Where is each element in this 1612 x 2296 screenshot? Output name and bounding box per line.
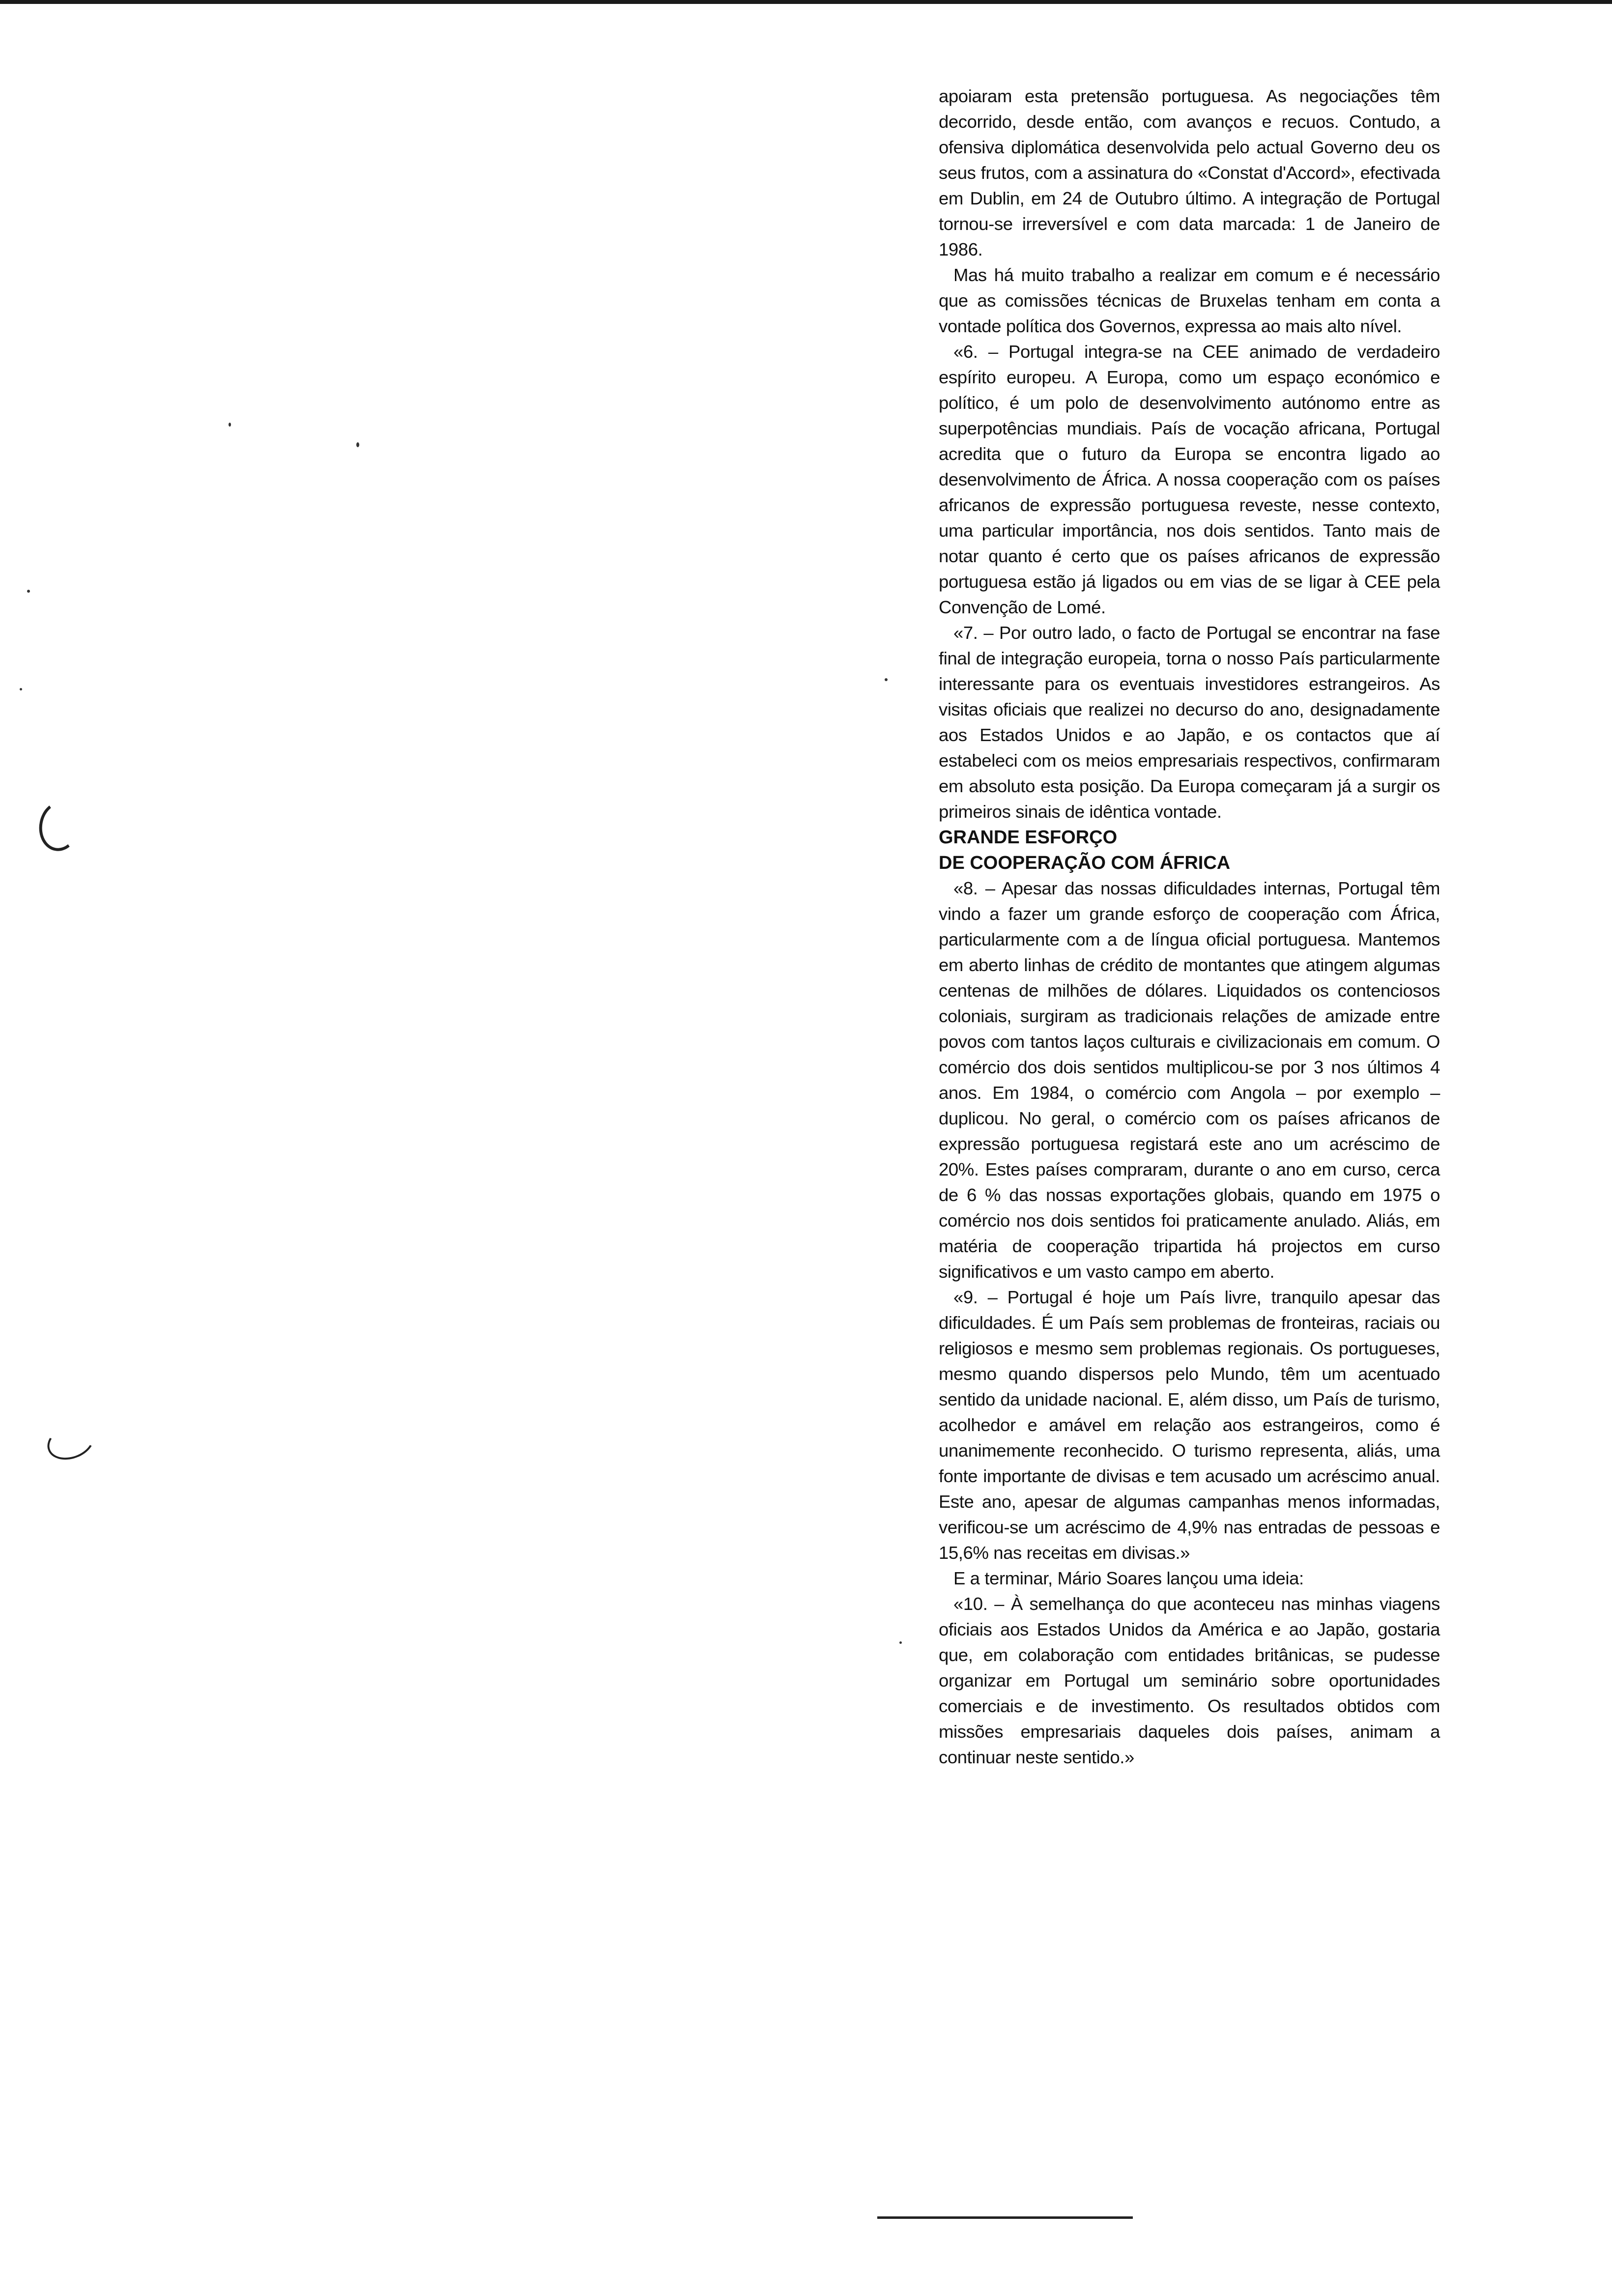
scan-speck — [899, 1641, 902, 1644]
paragraph-point-6: «6. – Portugal integra-se na CEE animado de verdadeiro espírito europeu. A Europa, como um espaço económico e político, é um polo de desenvolvimento autónomo entre as superpotências mundiais. País de vocação africana, Portugal acredita que o futuro da Europa se encontra ligado ao desenvolvimento de África. A nossa cooperação com os países africanos de expressão portuguesa reveste, nesse contexto, uma particular importância, nos dois sentidos. Tanto mais de notar quanto é certo que os países africanos de expressão portuguesa estão já ligados ou em vias de se ligar à CEE pela Convenção de Lomé. — [939, 342, 1440, 617]
scan-speck — [885, 678, 888, 681]
paragraph-conclusion-intro: E a terminar, Mário Soares lançou uma ideia: — [953, 1568, 1304, 1588]
scan-speck — [20, 688, 22, 690]
scan-speck — [356, 442, 359, 447]
scan-speck — [229, 423, 231, 427]
paragraph-point-10: «10. – À semelhança do que aconteceu nas minhas viagens oficiais aos Estados Unidos da América e ao Japão, gostaria que, em colaboração com entidades britânicas, se pudesse organizar em Portugal um seminário sobre oportunidades comerciais e de investimento. Os resultados obtidos com missões empresariais daqueles dois países, animam a continuar neste sentido.» — [939, 1594, 1440, 1767]
paragraph-point-7: «7. – Por outro lado, o facto de Portugal se encontrar na fase final de integração europeia, torna o nosso País particularmente interessante para os eventuais investidores estrangeiros. As visitas oficiais que realizei no decurso do ano, designadamente aos Estados Unidos e ao Japão, e os contactos que aí estabeleci com os meios empresariais respectivos, confirmaram em absoluto esta posição. Da Europa começaram já a surgir os primeiros sinais de idêntica vontade. — [939, 623, 1440, 822]
paragraph-point-9: «9. – Portugal é hoje um País livre, tranquilo apesar das dificuldades. É um País sem problemas de fronteiras, raciais ou religiosos e mesmo sem problemas regionais. Os portugueses, mesmo quando dispersos pelo Mundo, têm um acentuado sentido da unidade nacional. E, além disso, um País de turismo, acolhedor e amável em relação aos estrangeiros, como é unanimemente reconhecido. O turismo representa, aliás, uma fonte importante de divisas e tem acusado um acréscimo anual. Este ano, apesar de algumas campanhas menos informadas, verificou-se um acréscimo de 4,9% nas entradas de pessoas e 15,6% nas receitas em divisas.» — [939, 1287, 1440, 1563]
paragraph-commissions: Mas há muito trabalho a realizar em comum e é necessário que as comissões técnicas de Bruxelas tenham em conta a vontade política dos Governos, expressa ao mais alto nível. — [939, 265, 1440, 336]
scan-artifact-curve-1 — [35, 798, 84, 855]
article-column — [939, 84, 1440, 1770]
scan-artifact-curve-2 — [42, 1418, 99, 1465]
section-heading-line-1: GRANDE ESFORÇO — [939, 827, 1118, 848]
bottom-rule — [877, 2216, 1133, 2219]
top-border-rule — [0, 0, 1612, 4]
paragraph-point-8: «8. – Apesar das nossas dificuldades internas, Portugal têm vindo a fazer um grande esforço de cooperação com África, particularmente com a de língua oficial portuguesa. Mantemos em aberto linhas de crédito de montantes que atingem algumas centenas de milhões de dólares. Liquidados os contenciosos coloniais, surgiram as tradicionais relações de amizade entre povos com tantos laços culturais e civilizacionais em comum. O comércio dos dois sentidos multiplicou-se por 3 nos últimos 4 anos. Em 1984, o comércio com Angola – por exemplo – duplicou. No geral, o comércio com os países africanos de expressão portuguesa registará este ano um acréscimo de 20%. Estes países compraram, durante o ano em curso, cerca de 6 % das nossas exportações globais, quando em 1975 o comércio nos dois sentidos foi praticamente anulado. Aliás, em matéria de cooperação tripartida há projectos em curso significativos e um vasto campo em aberto. — [939, 878, 1440, 1282]
scan-speck — [27, 590, 30, 593]
paragraph-intro: apoiaram esta pretensão portuguesa. As negociações têm decorrido, desde então, com avanços e recuos. Contudo, a ofensiva diplomática desenvolvida pelo actual Governo deu os seus frutos, com a assinatura do «Constat d'Accord», efectivada em Dublin, em 24 de Outubro último. A integração de Portugal tornou-se irreversível e com data marcada: 1 de Janeiro de 1986. — [939, 86, 1440, 259]
section-heading-line-2: DE COOPERAÇÃO COM ÁFRICA — [939, 853, 1231, 873]
section-heading — [939, 825, 1440, 876]
